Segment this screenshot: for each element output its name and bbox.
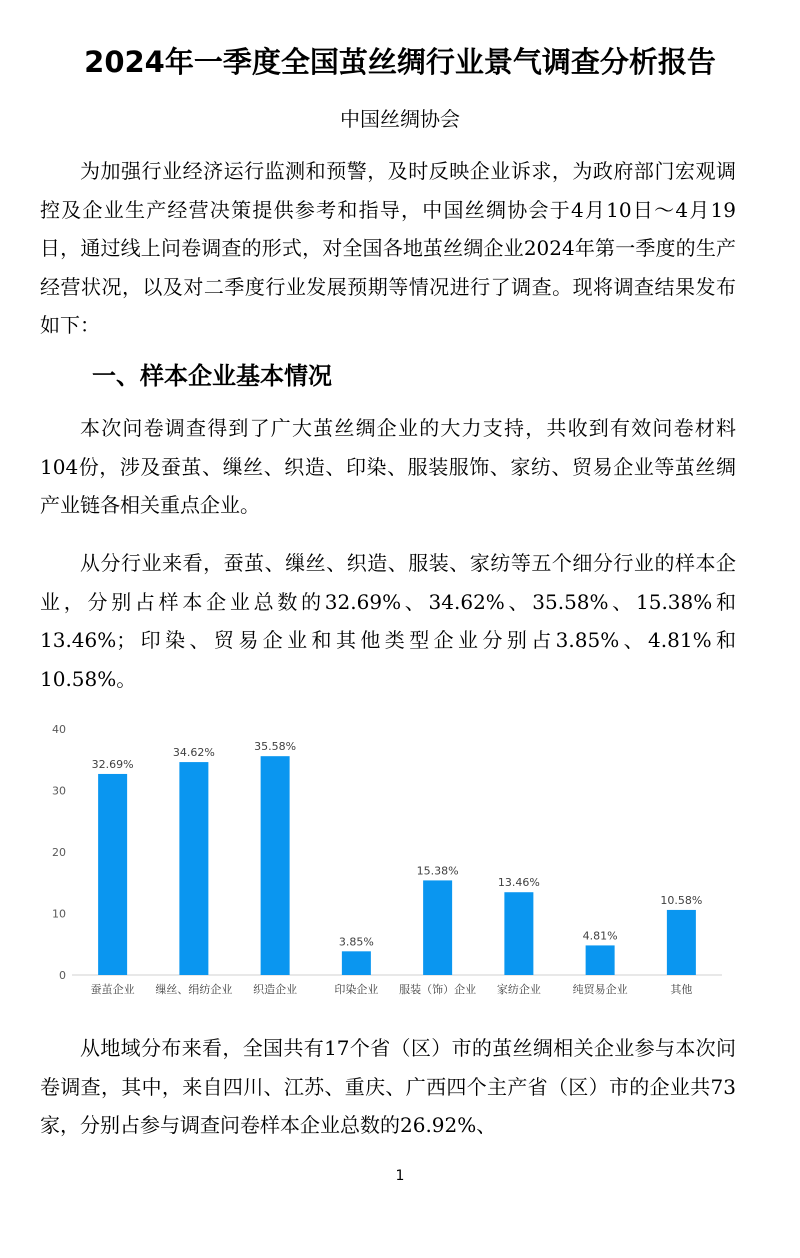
bar-data-label: 35.58%: [254, 740, 297, 754]
bar: [98, 774, 127, 975]
x-tick-label: 织造企业: [253, 983, 298, 996]
bar-data-label: 10.58%: [660, 893, 703, 907]
x-tick-label: 缫丝、绢纺企业: [155, 983, 233, 996]
x-tick-label: 纯贸易企业: [572, 983, 628, 996]
bar-data-label: 34.62%: [172, 746, 215, 760]
document-title: 2024年一季度全国茧丝绸行业景气调查分析报告: [84, 45, 716, 79]
y-tick-label: 20: [52, 846, 66, 859]
bar: [504, 892, 533, 975]
intro-paragraph: 为加强行业经济运行监测和预警，及时反映企业诉求，为政府部门宏观调控及企业生产经营决策提供参考和指导，中国丝绸协会于4月10日～4月19日，通过线上问卷调查的形式，对全国各地茧丝绸企业2024年第一季度的生产经营状况，以及对二季度行业发展预期等情况进行了调查。现将调查结果发布如下：: [40, 159, 736, 338]
region-paragraph: 从地域分布来看，全国共有17个省（区）市的茧丝绸相关企业参与本次问卷调查，其中，来自四川、江苏、重庆、广西四个主产省（区）市的企业共73家，分别占参与调查问卷样本企业总数的26.92%、: [40, 1036, 736, 1138]
x-tick-label: 家纺企业: [496, 983, 541, 996]
sample-paragraph-1: 本次问卷调查得到了广大茧丝绸企业的大力支持，共收到有效问卷材料104份，涉及蚕茧、缫丝、织造、印染、服装服饰、家纺、贸易企业等茧丝绸产业链各相关重点企业。: [40, 416, 736, 518]
x-tick-label: 其他: [670, 983, 693, 996]
bar: [667, 910, 696, 975]
bar-data-label: 15.38%: [416, 864, 459, 878]
bar-data-label: 4.81%: [582, 929, 618, 943]
bar: [342, 951, 371, 975]
y-tick-label: 40: [52, 723, 66, 736]
bar: [586, 945, 615, 975]
y-tick-label: 0: [59, 969, 66, 982]
x-tick-label: 服装（饰）企业: [399, 983, 477, 996]
x-tick-label: 印染企业: [334, 983, 379, 996]
section-1-heading: 一、样本企业基本情况: [92, 362, 332, 390]
x-tick-label: 蚕茧企业: [90, 983, 135, 996]
y-tick-label: 10: [52, 907, 66, 921]
document-author: 中国丝绸协会: [340, 107, 460, 131]
bar: [423, 880, 452, 975]
bar-data-label: 3.85%: [338, 935, 374, 949]
bar-data-label: 13.46%: [497, 876, 540, 890]
page-number: 1: [395, 1168, 405, 1184]
y-tick-label: 30: [52, 784, 66, 798]
sample-paragraph-2: 从分行业来看，蚕茧、缫丝、织造、服装、家纺等五个细分行业的样本企业，分别占样本企业总数的32.69%、34.62%、35.58%、15.38%和13.46%；印染、贸易企业和其他类型企业分别占3.85%、4.81%和10.58%。: [40, 551, 736, 691]
industry-share-bar-chart: [40, 713, 740, 1003]
bar-data-label: 32.69%: [91, 757, 134, 771]
bar: [261, 756, 290, 975]
bar: [179, 762, 208, 975]
